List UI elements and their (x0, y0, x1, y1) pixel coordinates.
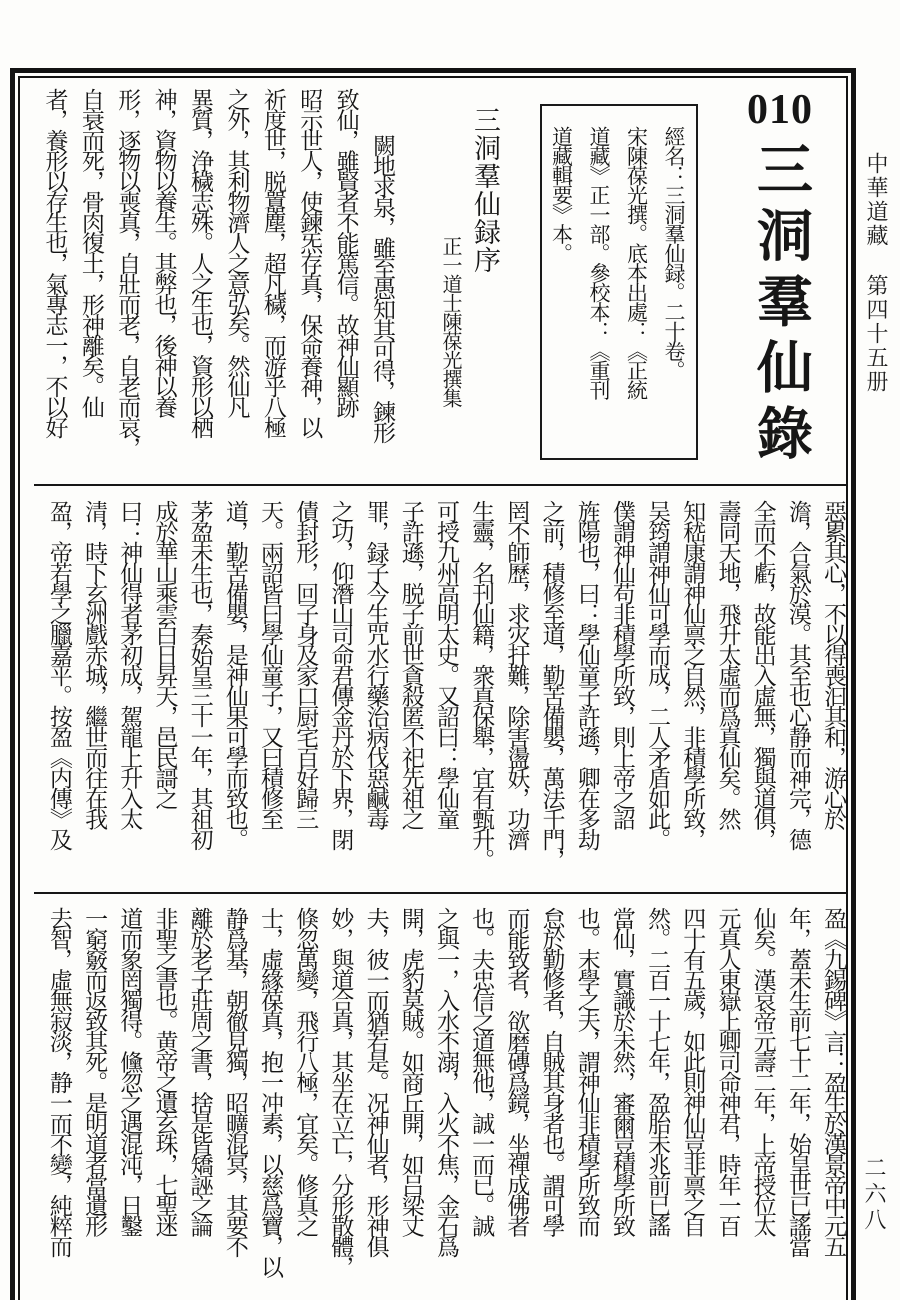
text-column: 夫，彼一而猶若是。况神仙者，形神俱 (362, 907, 389, 1256)
text-column: 壽同天地，飛升太虛而爲真仙矣。然 (714, 500, 741, 828)
text-column: 惡累其心，不以得喪汩其和，游心於 (820, 500, 846, 828)
text-column: 元真人東嶽上卿司命神君，時年一百 (714, 907, 741, 1235)
text-column: 闕地求泉，雖至愚知其可得，鍊形 (369, 134, 395, 442)
bottom-text-columns (35, 907, 844, 1300)
text-column: 然。二百一十七年，盈胎未兆前已謠 (644, 907, 671, 1235)
text-column: 形，逐物以喪真，自壯而老，自老而哀， (114, 88, 141, 457)
collection-name: 中華道藏 (863, 152, 888, 248)
band-middle (20, 486, 846, 892)
band-top (20, 78, 846, 484)
text-column: 曰：神仙得者茅初成，駕龍上升入太 (116, 500, 143, 828)
text-column: 四十有五歲，如此則神仙豈非禀之自 (679, 907, 706, 1235)
text-column: 祈度世，脱囂塵，超凡穢，而游乎八極 (259, 88, 286, 437)
text-serial-number: 010 (747, 87, 813, 133)
text-column: 成於華山乘雲白日昇天，邑民謌之 (151, 500, 178, 808)
text-column: 神，資物以養生。其弊也，後神以養 (150, 88, 177, 416)
text-column: 可授九州高明太史。又詔曰：學仙童 (432, 500, 459, 828)
text-column: 之外，其利物濟人之意弘矣。然仙凡 (223, 88, 250, 416)
text-column: 債封形，回子身及家口厨宅百好歸三 (292, 500, 319, 828)
text-column: 怠於勤修者，自賊其身者也。謂可學 (538, 907, 565, 1235)
top-text-columns (29, 88, 393, 484)
author-line: 正一道士陳葆光撰集 (439, 236, 463, 407)
text-column: 全而不虧，故能出入虛無，獨與道俱， (749, 500, 776, 849)
text-column: 澹，合氣於漠。其至也心静而神完，德 (784, 500, 811, 849)
band-bottom (20, 894, 846, 1300)
text-column: 異質，浄穢志殊。人之生也，資形以栖 (187, 88, 214, 437)
scripture-info-box (540, 104, 698, 460)
text-column: 茅盈未生也，秦始皇三十一年，其祖初 (186, 500, 213, 849)
title-block (742, 88, 818, 484)
text-column: 年，蓋未生前七十二年，始皇世已謠當 (784, 907, 811, 1256)
text-column: 道藏輯要》本。 (549, 126, 574, 263)
text-column: 道而象罔獨得。儵忽之遇混沌，日鑿 (116, 907, 143, 1235)
text-column: 宋陳葆光撰。底本出處：《正統 (624, 126, 649, 399)
text-column: 盈《九錫碑》言：盈生於漢景帝中元五 (820, 907, 846, 1256)
text-column: 道，勤苦備嬰，是神仙果可學而致也。 (221, 500, 248, 849)
text-column: 也。末學之夫，謂神仙非積學所致而 (573, 907, 600, 1235)
book-title: 三洞羣仙錄 (748, 140, 813, 471)
info-box-columns (534, 126, 684, 450)
text-column: 知嵇康謂神仙禀之自然，非積學所致， (679, 500, 706, 849)
text-column: 當仙，實識於未然，審爾豈積學所致 (608, 907, 635, 1235)
inner-frame (18, 76, 848, 1300)
text-column: 道藏》正一部。參校本：《重刊 (587, 126, 611, 399)
text-column: 致仙，雖賢者不能篤信。故神仙顯跡 (332, 88, 359, 416)
text-column: 昭示世人，使鍊炁存真，保命養神，以 (296, 88, 323, 437)
text-column: 旌陽也，曰：學仙童子許遜，卿在多劫 (573, 500, 600, 849)
text-column: 仙矣。漢哀帝元壽二年，上帝授位太 (749, 907, 776, 1235)
text-column: 罔不師歷，求灾扞難，除害盪妖，功濟 (503, 500, 530, 849)
text-column: 僕謂神仙苟非積學所致，則上帝之詔 (608, 500, 635, 828)
text-column: 妙，與道合真，其坐在立亡，分形散體， (327, 907, 354, 1276)
section-title: 三洞羣仙録序 (469, 106, 500, 274)
text-column: 自衰而死，骨肉復土，形神離矣。仙 (77, 88, 104, 416)
text-column: 生靈，名刊仙籍，衆真保舉，宜有甄升。 (468, 500, 495, 869)
text-column: 盈，帝若學之臘嘉平。按盈《内傳》及 (45, 500, 72, 849)
volume-label (860, 152, 891, 394)
text-column: 離於老子莊周之書，捨是皆矯誣之論 (186, 907, 213, 1235)
page-frame (10, 68, 856, 1300)
text-column: 罪，録子今生咒水行藥治病伐惡鹹毒 (362, 500, 389, 828)
text-column: 静爲基，朝徹見獨，昭曠混冥，其要不 (221, 907, 248, 1256)
volume-number: 第四十五册 (863, 274, 888, 394)
text-column: 清，時下玄洲戲赤城，繼世而往在我 (81, 500, 108, 828)
text-column: 經名：三洞羣仙録。二十卷。 (662, 126, 686, 380)
text-column: 倏忽萬變，飛行八極，宜矣。修真之 (292, 907, 319, 1235)
text-column: 而能致者，欲磨磚爲鏡，坐禪成佛者 (503, 907, 530, 1235)
text-column: 之與一，入水不溺，入火不焦，金石爲 (432, 907, 459, 1256)
text-column: 子許遜，脱子前世貪殺匿不祀先祖之 (397, 500, 424, 828)
text-column: 一窮竅而返致其死。是明道者當遺形 (81, 907, 108, 1235)
text-column: 非聖之書也。黄帝之遺玄珠，七聖迷 (151, 907, 178, 1235)
text-column: 天。兩詔皆曰學仙童子，又曰積修至 (257, 500, 283, 828)
middle-text-columns (35, 500, 844, 892)
text-column: 也。夫忠信之道無他，誠一而已。誠 (468, 907, 495, 1235)
text-column: 開，虎豹莫賊。如商丘開，如吕梁丈 (397, 907, 424, 1235)
text-column: 士，虛緣葆真，抱一冲素，以慈爲寶，以 (257, 907, 283, 1276)
text-column: 者，養形以存生也，氣專志一，不以好 (41, 88, 68, 437)
text-column: 吴筠謂神仙可學而成，二人矛盾如此。 (644, 500, 671, 849)
text-column: 之功，仰潛山司命君傳金丹於下界，閉 (327, 500, 354, 849)
page-number: 二六八 (861, 1156, 886, 1234)
text-column: 去智，虛無寂淡，静一而不變，純粹而 (45, 907, 72, 1256)
text-column: 之前，積修至道，勤苦備嬰，萬法千門， (538, 500, 565, 869)
